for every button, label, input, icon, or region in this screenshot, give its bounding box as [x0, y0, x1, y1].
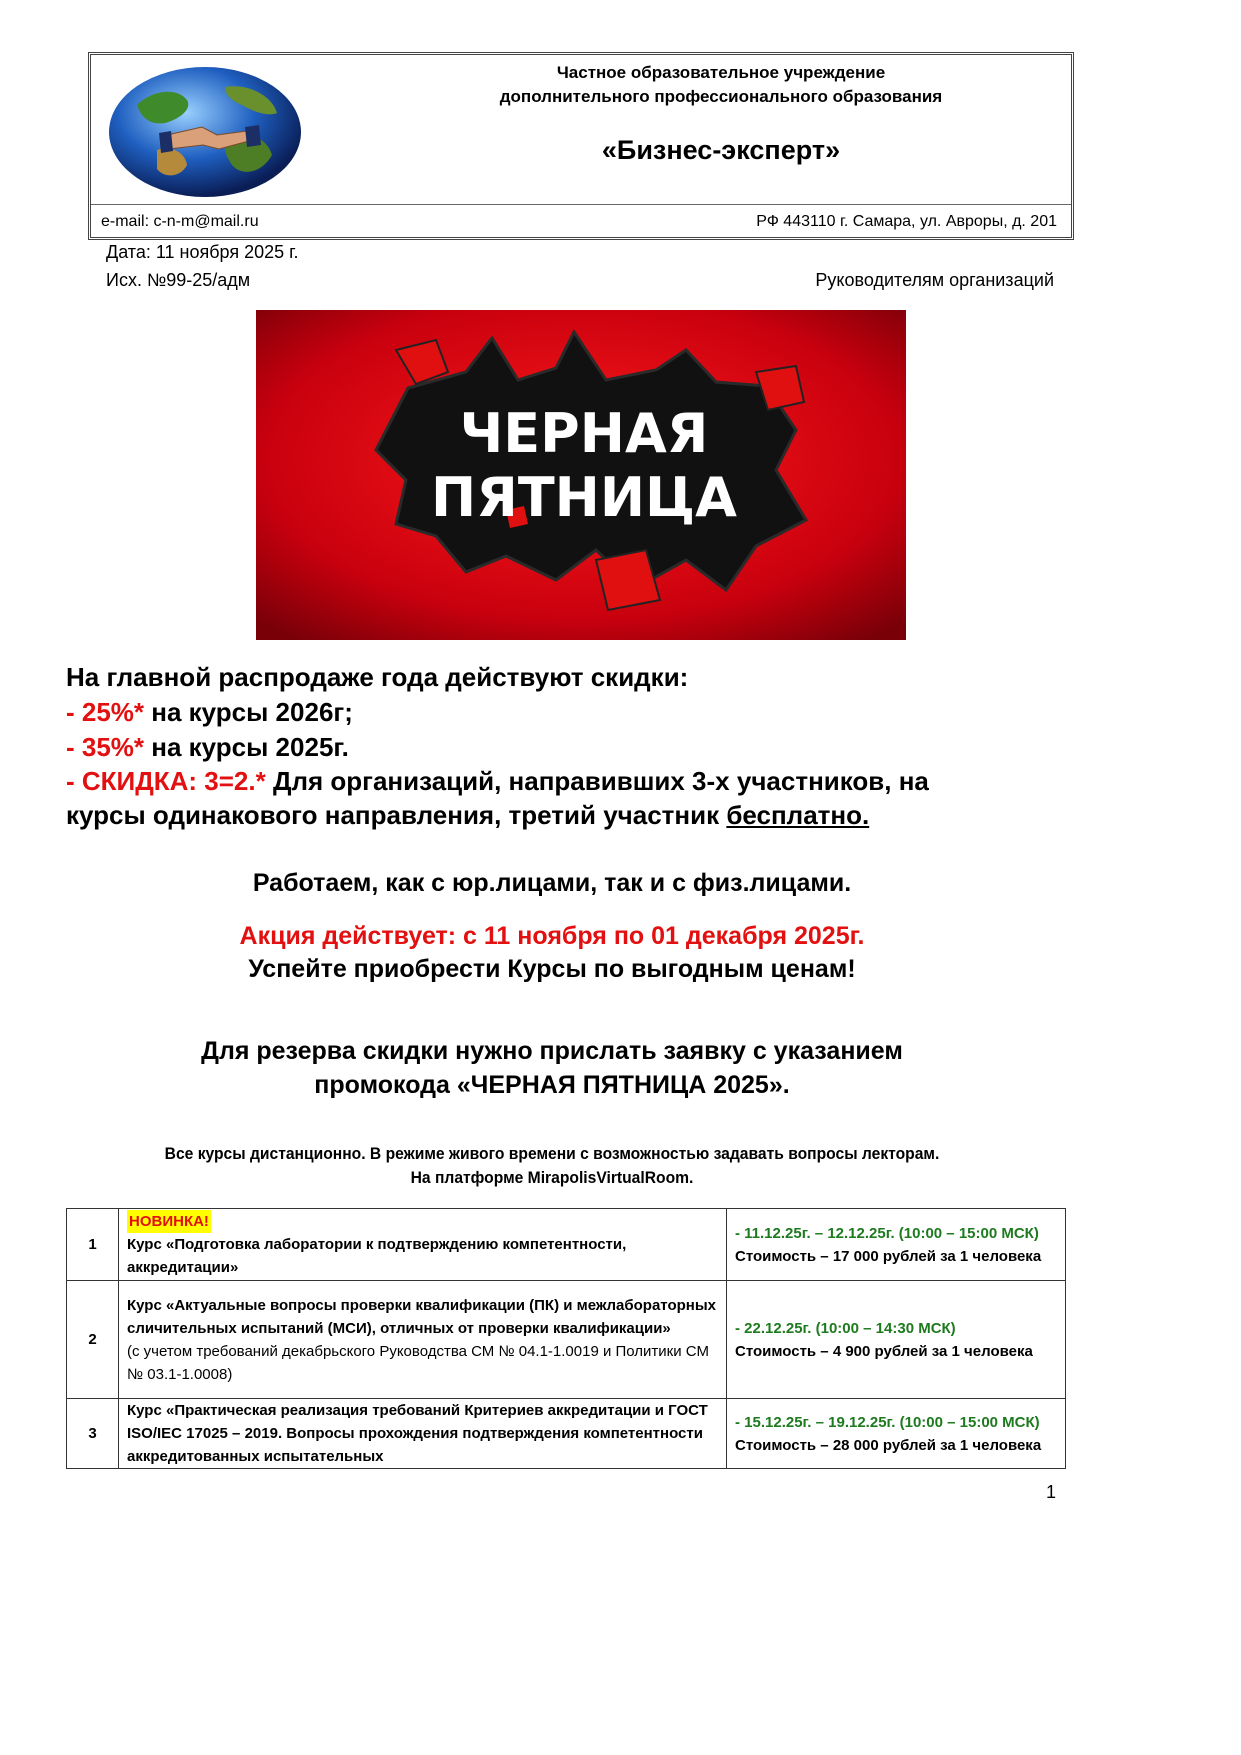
discount-2025-text: на курсы 2025г.	[144, 732, 349, 762]
globe-handshake-icon	[107, 65, 303, 199]
online-note-1: Все курсы дистанционно. В режиме живого времени с возможностью задавать вопросы лекторам.	[164, 1144, 940, 1163]
address-text: РФ 443110 г. Самара, ул. Авроры, д. 201	[756, 213, 1057, 230]
course-title: Курс «Актуальные вопросы проверки квалификации (ПК) и межлабораторных сличительных испытаний (МСИ), отличных от проверки квалификации»	[127, 1296, 716, 1337]
letterhead	[88, 52, 1074, 240]
discount-2026-value: - 25%*	[66, 697, 145, 727]
course-info-cell	[727, 1209, 1066, 1281]
clients-line: Работаем, как с юр.лицами, так и с физ.лицами.	[252, 869, 852, 897]
course-dates: - 11.12.25г. – 12.12.25г. (10:00 – 15:00 МСК)	[735, 1224, 1039, 1242]
org-type-line1: Частное образовательное учреждение	[556, 63, 886, 82]
org-type-line2: дополнительного профессионального образования	[499, 87, 943, 106]
offer-heading: На главной распродаже года действуют скидки:	[66, 662, 689, 692]
course-number: 1	[67, 1209, 119, 1281]
course-title: Курс «Подготовка лаборатории к подтверждению компетентности, аккредитации»	[127, 1236, 627, 1276]
courses-table	[66, 1208, 1066, 1469]
course-title: Курс «Практическая реализация требований Критериев аккредитации и ГОСТ ISO/IEC 17025 – 2019. Вопросы прохождения подтверждения компетентности аккредитованных испытательных	[127, 1402, 708, 1465]
email-text: e-mail: c-n-m@mail.ru	[101, 213, 259, 230]
discount-2026-text: на курсы 2026г;	[144, 697, 353, 727]
course-title-cell	[119, 1281, 727, 1399]
reserve-line1: Для резерва скидки нужно прислать заявку с указанием	[201, 1037, 903, 1065]
course-dates: - 15.12.25г. – 19.12.25г. (10:00 – 15:00 МСК)	[735, 1413, 1040, 1431]
discount-2025	[66, 732, 349, 763]
course-number: 2	[67, 1281, 119, 1399]
course-info-cell	[727, 1281, 1066, 1399]
discount-3for2-cont	[66, 800, 869, 831]
discount-2026	[66, 697, 353, 728]
outgoing-number: Исх. №99-25/адм	[106, 270, 251, 290]
discount-3for2-value: - СКИДКА: 3=2.*	[66, 766, 266, 796]
discount-3for2-text: Для организаций, направивших 3-х участников, на	[265, 766, 929, 796]
reserve-line2: промокода «ЧЕРНАЯ ПЯТНИЦА 2025».	[314, 1071, 790, 1099]
course-price: Стоимость – 28 000 рублей за 1 человека	[735, 1436, 1042, 1454]
course-title-cell	[119, 1209, 727, 1281]
free-word: бесплатно.	[726, 800, 870, 830]
table-row	[67, 1209, 1066, 1281]
course-price: Стоимость – 4 900 рублей за 1 человека	[735, 1342, 1033, 1360]
recipient: Руководителям организаций	[815, 270, 1054, 290]
course-title-cell	[119, 1399, 727, 1469]
banner-line2: ПЯТНИЦА	[431, 466, 737, 529]
course-number: 3	[67, 1399, 119, 1469]
table-row	[67, 1399, 1066, 1469]
black-friday-banner	[256, 310, 906, 640]
course-price: Стоимость – 17 000 рублей за 1 человека	[735, 1247, 1042, 1265]
page-number: 1	[1045, 1482, 1056, 1502]
course-subtitle: (с учетом требований декабрьского Руководства СМ № 04.1-1.0019 и Политики СМ № 03.1-1.0008)	[127, 1342, 709, 1383]
org-name: «Бизнес-эксперт»	[601, 135, 841, 165]
discount-3for2-text2: курсы одинакового направления, третий участник	[66, 800, 727, 830]
banner-line1: ЧЕРНАЯ	[459, 402, 709, 465]
course-info-cell	[727, 1399, 1066, 1469]
online-note-2: На платформе MirapolisVirtualRoom.	[410, 1168, 694, 1187]
table-row	[67, 1281, 1066, 1399]
promo-call: Успейте приобрести Курсы по выгодным ценам!	[248, 955, 856, 983]
new-badge: НОВИНКА!	[127, 1210, 211, 1233]
letter-date: Дата: 11 ноября 2025 г.	[106, 242, 299, 262]
letterhead-top	[91, 55, 1071, 205]
discount-3for2	[66, 766, 929, 797]
promo-period: Акция действует: с 11 ноября по 01 декабря 2025г.	[239, 922, 865, 950]
course-dates: - 22.12.25г. (10:00 – 14:30 МСК)	[735, 1319, 956, 1337]
discount-2025-value: - 35%*	[66, 732, 145, 762]
